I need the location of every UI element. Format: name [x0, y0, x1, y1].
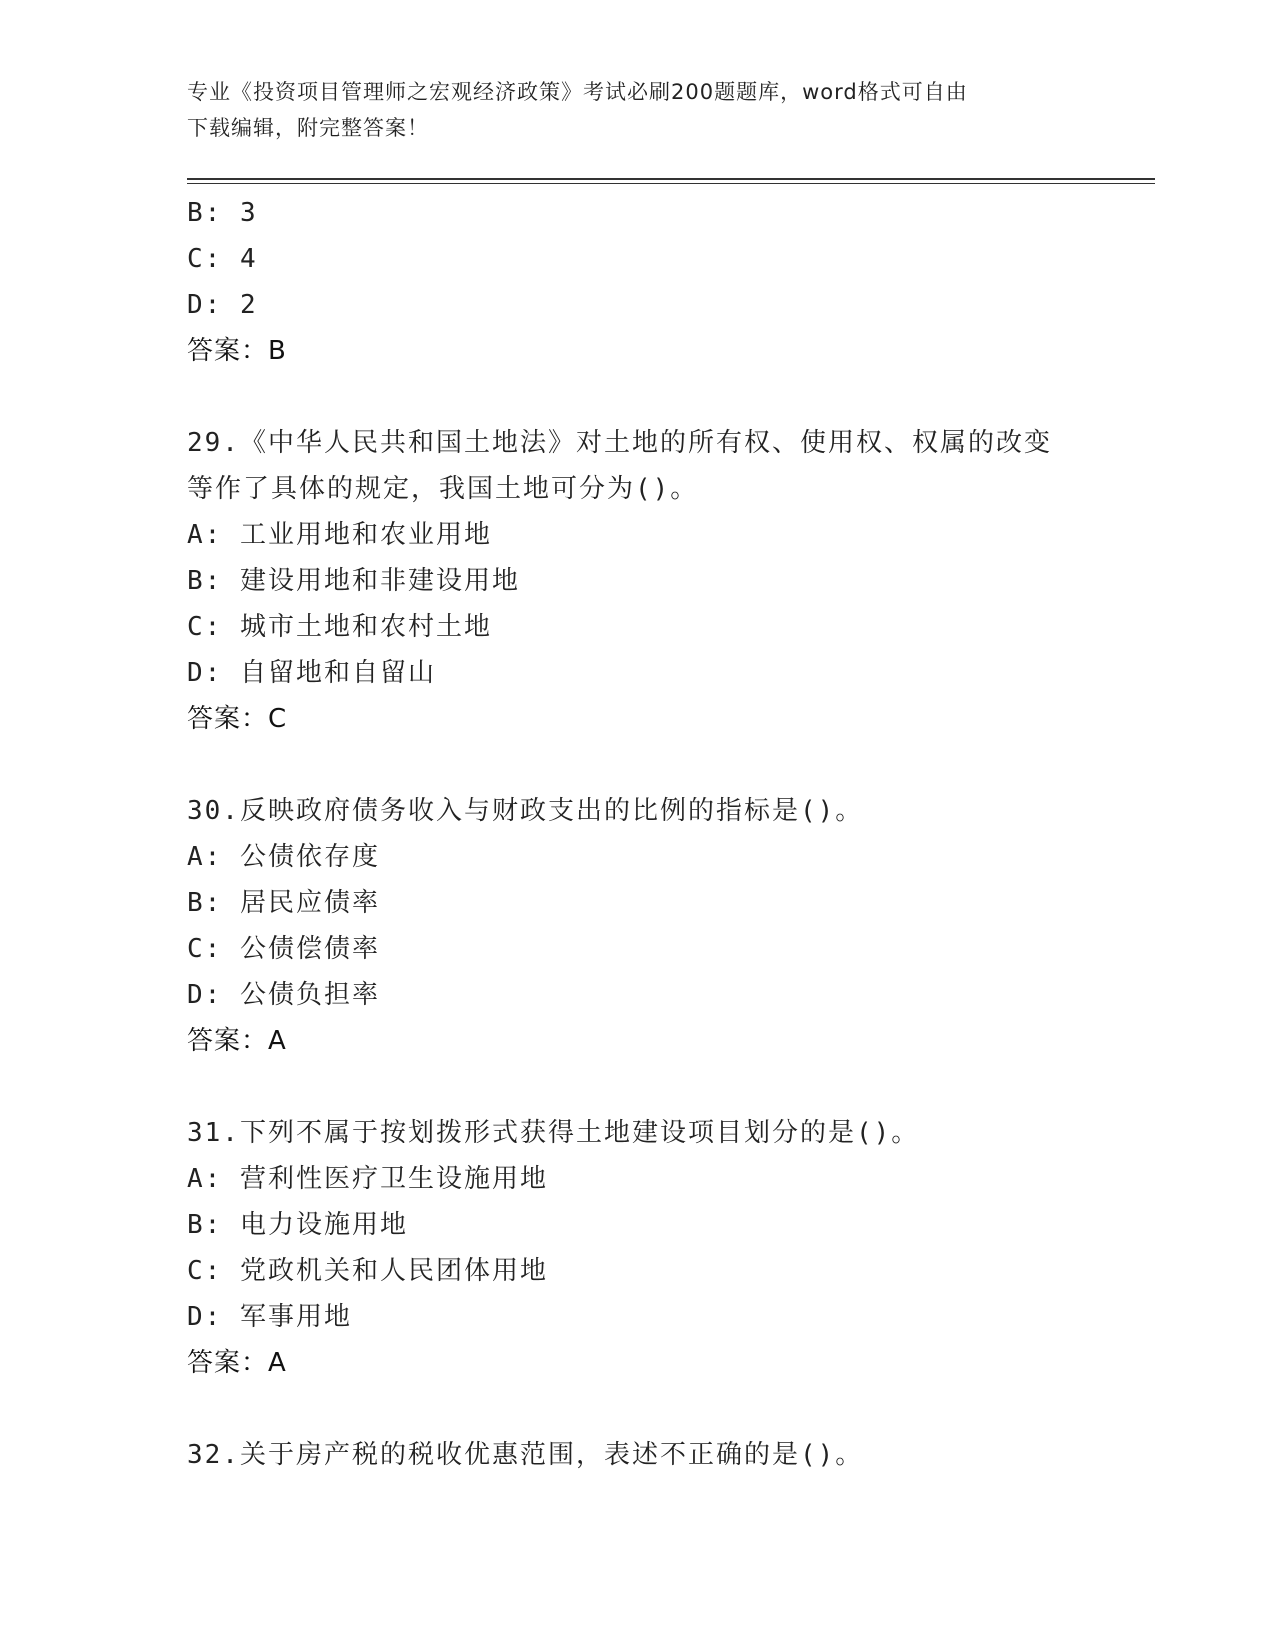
option-label: D: — [187, 658, 223, 688]
answer-line: 答案：B — [187, 336, 287, 366]
option-c — [187, 236, 1107, 282]
option-label: B: — [187, 1210, 223, 1240]
spacer — [187, 742, 1107, 788]
continued-question — [187, 190, 1107, 374]
option-text: 军事用地 — [239, 1302, 352, 1332]
option-text: 居民应债率 — [239, 888, 380, 918]
option-text: 建设用地和非建设用地 — [239, 566, 520, 596]
option-text: 营利性医疗卫生设施用地 — [239, 1164, 548, 1194]
option-c — [187, 604, 1107, 650]
option-b — [187, 1202, 1107, 1248]
option-a — [187, 512, 1107, 558]
option-label: A: — [187, 1164, 223, 1194]
spacer — [187, 1386, 1107, 1432]
option-c — [187, 926, 1107, 972]
option-label: B: — [187, 566, 223, 596]
question-stem-line: 31.下列不属于按划拨形式获得土地建设项目划分的是()。 — [187, 1118, 920, 1148]
option-text: 自留地和自留山 — [239, 658, 436, 688]
question-32 — [187, 1432, 1107, 1478]
option-label: D: — [187, 290, 223, 320]
option-label: B: — [187, 198, 223, 228]
question-29 — [187, 420, 1107, 742]
option-d — [187, 1294, 1107, 1340]
question-stem-line: 30.反映政府债务收入与财政支出的比例的指标是()。 — [187, 796, 864, 826]
question-content — [187, 190, 1107, 1478]
spacer — [187, 1064, 1107, 1110]
answer-line: 答案：A — [187, 1026, 287, 1056]
document-header — [187, 74, 1077, 146]
spacer — [187, 374, 1107, 420]
option-label: C: — [187, 244, 223, 274]
question-stem-line: 32.关于房产税的税收优惠范围，表述不正确的是()。 — [187, 1440, 864, 1470]
option-label: C: — [187, 612, 223, 642]
option-text: 3 — [239, 198, 258, 228]
option-label: B: — [187, 888, 223, 918]
option-label: C: — [187, 934, 223, 964]
option-label: D: — [187, 1302, 223, 1332]
option-b — [187, 880, 1107, 926]
header-line-1: 专业《投资项目管理师之宏观经济政策》考试必刷200题题库，word格式可自由 — [187, 80, 968, 104]
option-label: C: — [187, 1256, 223, 1286]
option-text: 电力设施用地 — [239, 1210, 408, 1240]
option-label: A: — [187, 842, 223, 872]
option-label: D: — [187, 980, 223, 1010]
option-b — [187, 558, 1107, 604]
option-a — [187, 834, 1107, 880]
option-d — [187, 650, 1107, 696]
header-divider-thin — [187, 183, 1155, 184]
question-31 — [187, 1110, 1107, 1386]
option-text: 党政机关和人民团体用地 — [239, 1256, 548, 1286]
option-text: 公债依存度 — [239, 842, 380, 872]
option-c — [187, 1248, 1107, 1294]
question-30 — [187, 788, 1107, 1064]
option-text: 2 — [239, 290, 258, 320]
option-label: A: — [187, 520, 223, 550]
option-a — [187, 1156, 1107, 1202]
option-text: 工业用地和农业用地 — [239, 520, 492, 550]
option-text: 公债负担率 — [239, 980, 380, 1010]
question-stem-line: 等作了具体的规定，我国土地可分为()。 — [187, 474, 699, 504]
answer-line: 答案：C — [187, 704, 288, 734]
header-divider-thick — [187, 178, 1155, 180]
option-d — [187, 972, 1107, 1018]
answer-line: 答案：A — [187, 1348, 287, 1378]
option-d — [187, 282, 1107, 328]
option-text: 城市土地和农村土地 — [239, 612, 492, 642]
option-text: 4 — [239, 244, 258, 274]
header-line-2: 下载编辑，附完整答案！ — [187, 116, 429, 140]
option-text: 公债偿债率 — [239, 934, 380, 964]
option-b — [187, 190, 1107, 236]
question-stem-line: 29.《中华人民共和国土地法》对土地的所有权、使用权、权属的改变 — [187, 428, 1052, 458]
